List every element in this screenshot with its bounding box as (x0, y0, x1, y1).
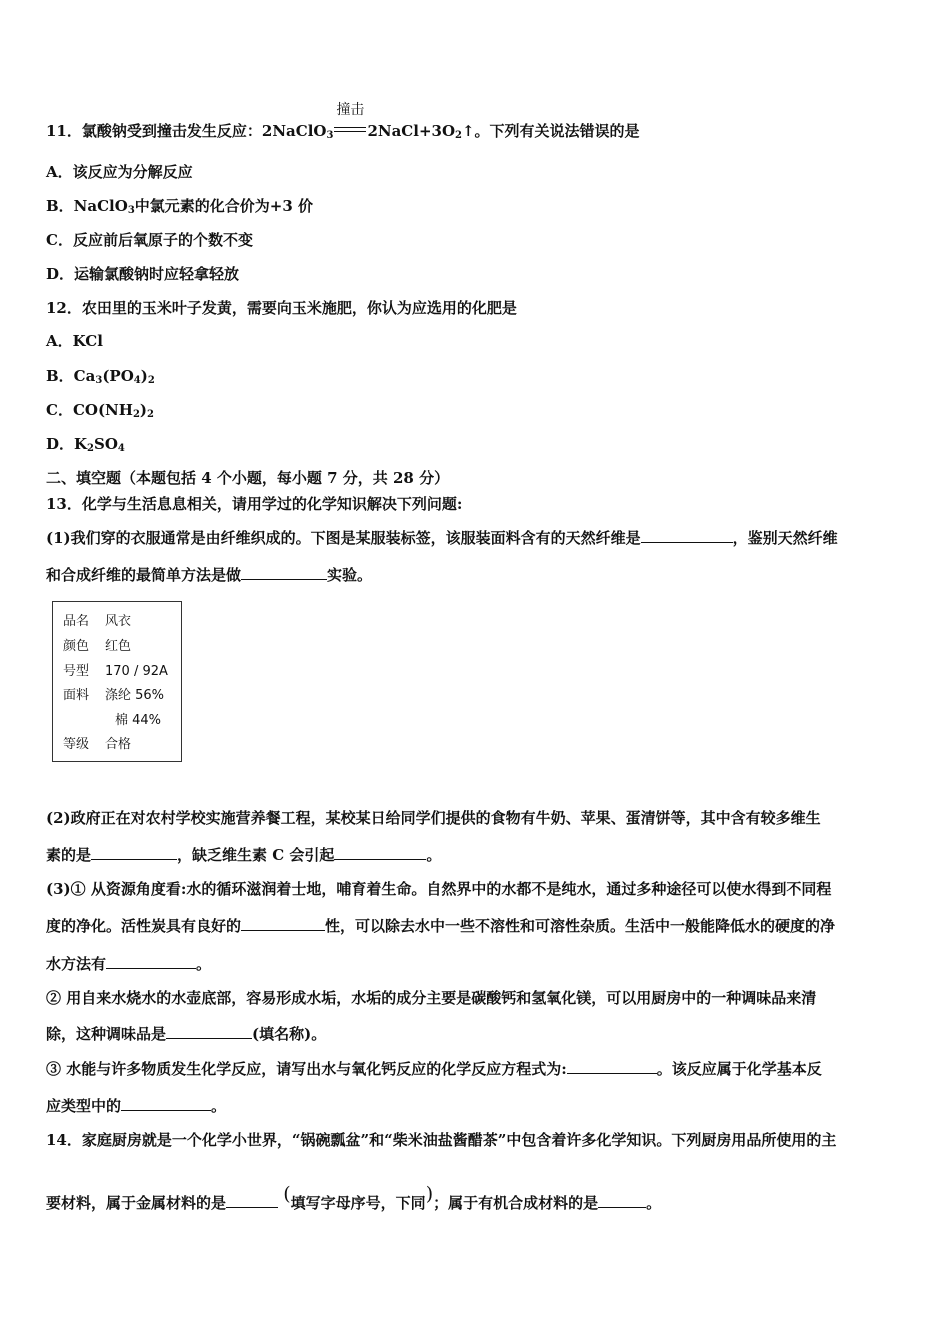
label-row-name (63, 612, 131, 632)
answer-blank[interactable] (641, 528, 733, 543)
q13-stem: 13．化学与生活息息相关，请用学过的化学知识解决下列问题: (46, 495, 463, 513)
q13-part3-tail: 。 (196, 955, 212, 973)
q13-part4-text: 除，这种调味品是 (46, 1025, 167, 1043)
label-key: 品名 (63, 614, 90, 629)
answer-blank[interactable] (91, 845, 177, 860)
q11-reactant: 2NaClO (261, 122, 327, 140)
q14-tail: 。 (646, 1194, 662, 1212)
q13-part2-tail: 。 (426, 846, 442, 864)
reaction-arrow (333, 102, 367, 136)
answer-blank[interactable] (241, 565, 327, 580)
q13-part2-text: ，缺乏维生素 C 会引起 (177, 846, 335, 864)
q13-part5-text: 应类型中的 (46, 1097, 122, 1115)
q11-reactant-sub: 3 (326, 130, 334, 141)
q11-option-b-sub: 3 (127, 205, 135, 216)
label-row-size (63, 662, 168, 682)
q14-text: 要材料，属于金属材料的是 (46, 1194, 227, 1212)
open-paren: ( (283, 1183, 291, 1205)
section-heading: 二、填空题（本题包括 4 个小题，每小题 7 分，共 28 分） (46, 469, 450, 487)
formula-sub: 4 (133, 375, 141, 386)
q13-part3-text: 度的净化。活性炭具有良好的 (46, 917, 242, 935)
q13-part1-text: (1)我们穿的衣服通常是由纤维织成的。下图是某服装标签，该服装面料含有的天然纤维是 (46, 529, 641, 547)
label-value: 170 / 92A (105, 664, 168, 679)
q11-option-c: C．反应前后氧原子的个数不变 (46, 231, 253, 249)
q13-part4-line2 (46, 1024, 904, 1044)
formula-sub: 3 (95, 375, 103, 386)
formula-sub: 2 (147, 409, 154, 420)
formula-sub: 2 (147, 375, 155, 386)
q13-part5-text: ③ 水能与许多物质发生化学反应，请写出水与氧化钙反应的化学反应方程式为: (46, 1060, 567, 1078)
q13-part1-line2 (46, 565, 904, 585)
q12-option-d (46, 434, 904, 454)
q14-note: 填写字母序号，下同 (290, 1194, 426, 1212)
q11-product-sub: 2 (455, 130, 462, 141)
q11-stem-text: 11．氯酸钠受到撞击发生反应： (46, 122, 262, 140)
q13-part1-line1 (46, 528, 904, 548)
q13-part3-line3 (46, 954, 904, 974)
answer-blank[interactable] (334, 845, 426, 860)
q11-product: 2NaCl+3O (367, 122, 456, 140)
q13-part1-tail: 实验。 (327, 566, 373, 584)
q11-option-b-text: B．NaClO (46, 197, 128, 215)
q11-stem-tail: ↑。下列有关说法错误的是 (461, 122, 640, 140)
label-value: 红色 (105, 639, 132, 654)
q12-option-a: A．KCl (46, 332, 103, 350)
q13-part5-line2 (46, 1096, 904, 1116)
clothing-label-figure (52, 601, 182, 762)
answer-blank[interactable] (241, 916, 325, 931)
q11-option-d: D．运输氯酸钠时应轻拿轻放 (46, 265, 240, 283)
q11-option-a: A．该反应为分解反应 (46, 163, 193, 181)
q14-text: ；属于有机合成材料的是 (433, 1194, 599, 1212)
formula-part: C．CO(NH (46, 401, 133, 419)
formula-part: D．K (46, 435, 88, 453)
label-value: 棉 44% (115, 713, 162, 728)
q11-option-b (46, 196, 904, 216)
q12-option-c (46, 400, 904, 420)
q13-part3-line2 (46, 916, 904, 936)
q13-part2-line1: (2)政府正在对农村学校实施营养餐工程，某校某日给同学们提供的食物有牛奶、苹果、蛋清饼等，其中含有较多维生 (46, 809, 821, 827)
q13-part4-line1: ② 用自来水烧水的水壶底部，容易形成水垢，水垢的成分主要是碳酸钙和氢氧化镁，可以用厨房中的一种调味品来清 (46, 989, 817, 1007)
label-key: 号型 (63, 664, 90, 679)
label-row-grade (63, 735, 131, 755)
answer-blank[interactable] (226, 1193, 278, 1208)
q13-part3-line1: (3)① 从资源角度看:水的循环滋润着士地，哺育着生命。自然界中的水都不是纯水，通过多种途径可以使水得到不同程 (46, 880, 832, 898)
label-key: 等级 (63, 737, 90, 752)
close-paren: ) (425, 1183, 434, 1205)
q14-line1: 14．家庭厨房就是一个化学小世界，“锅碗瓢盆”和“柴米油盐酱醋茶”中包含着许多化学知识。下列厨房用品所使用的主 (46, 1131, 837, 1149)
formula-part: SO (94, 435, 118, 453)
formula-part: (PO (102, 367, 134, 385)
q14-line2 (46, 1183, 904, 1213)
q13-part3-text: 性，可以除去水中一些不溶性和可溶性杂质。生活中一般能降低水的硬度的净 (325, 917, 836, 935)
label-row-fabric (63, 686, 164, 706)
label-row-cotton (63, 711, 161, 731)
q11-stem (46, 102, 904, 141)
q13-part2-text: 素的是 (46, 846, 92, 864)
reaction-condition: 撞击 (336, 102, 365, 118)
q13-part3-text: 水方法有 (46, 955, 107, 973)
label-value: 合格 (105, 737, 132, 752)
formula-sub: 2 (132, 409, 140, 420)
q13-part5-line1 (46, 1059, 904, 1079)
q12-stem: 12．农田里的玉米叶子发黄，需要向玉米施肥，你认为应选用的化肥是 (46, 299, 517, 317)
answer-blank[interactable] (567, 1059, 657, 1074)
q13-part4-tail: (填名称)。 (252, 1025, 327, 1043)
q12-option-b (46, 366, 904, 386)
formula-part: B．Ca (46, 367, 96, 385)
label-value: 涤纶 56% (105, 688, 165, 703)
answer-blank[interactable] (166, 1024, 252, 1039)
answer-blank[interactable] (121, 1096, 211, 1111)
q13-part1-text: 和合成纤维的最简单方法是做 (46, 566, 242, 584)
formula-part: ) (139, 401, 148, 419)
formula-part: ) (140, 367, 148, 385)
equals-sign-icon (334, 127, 366, 132)
q13-part5-tail: 。 (211, 1097, 227, 1115)
label-value: 风衣 (105, 614, 132, 629)
q13-part1-tail: ，鉴别天然纤维 (732, 529, 838, 547)
q11-option-b-tail: 中氯元素的化合价为+3 价 (134, 197, 314, 215)
answer-blank[interactable] (106, 954, 196, 969)
label-key: 面料 (63, 688, 90, 703)
label-row-color (63, 637, 131, 657)
formula-sub: 2 (87, 443, 95, 454)
q13-part2-line2 (46, 845, 904, 865)
q13-part5-text: 。该反应属于化学基本反 (656, 1060, 822, 1078)
label-key: 颜色 (63, 639, 90, 654)
answer-blank[interactable] (598, 1193, 646, 1208)
formula-sub: 4 (117, 443, 125, 454)
